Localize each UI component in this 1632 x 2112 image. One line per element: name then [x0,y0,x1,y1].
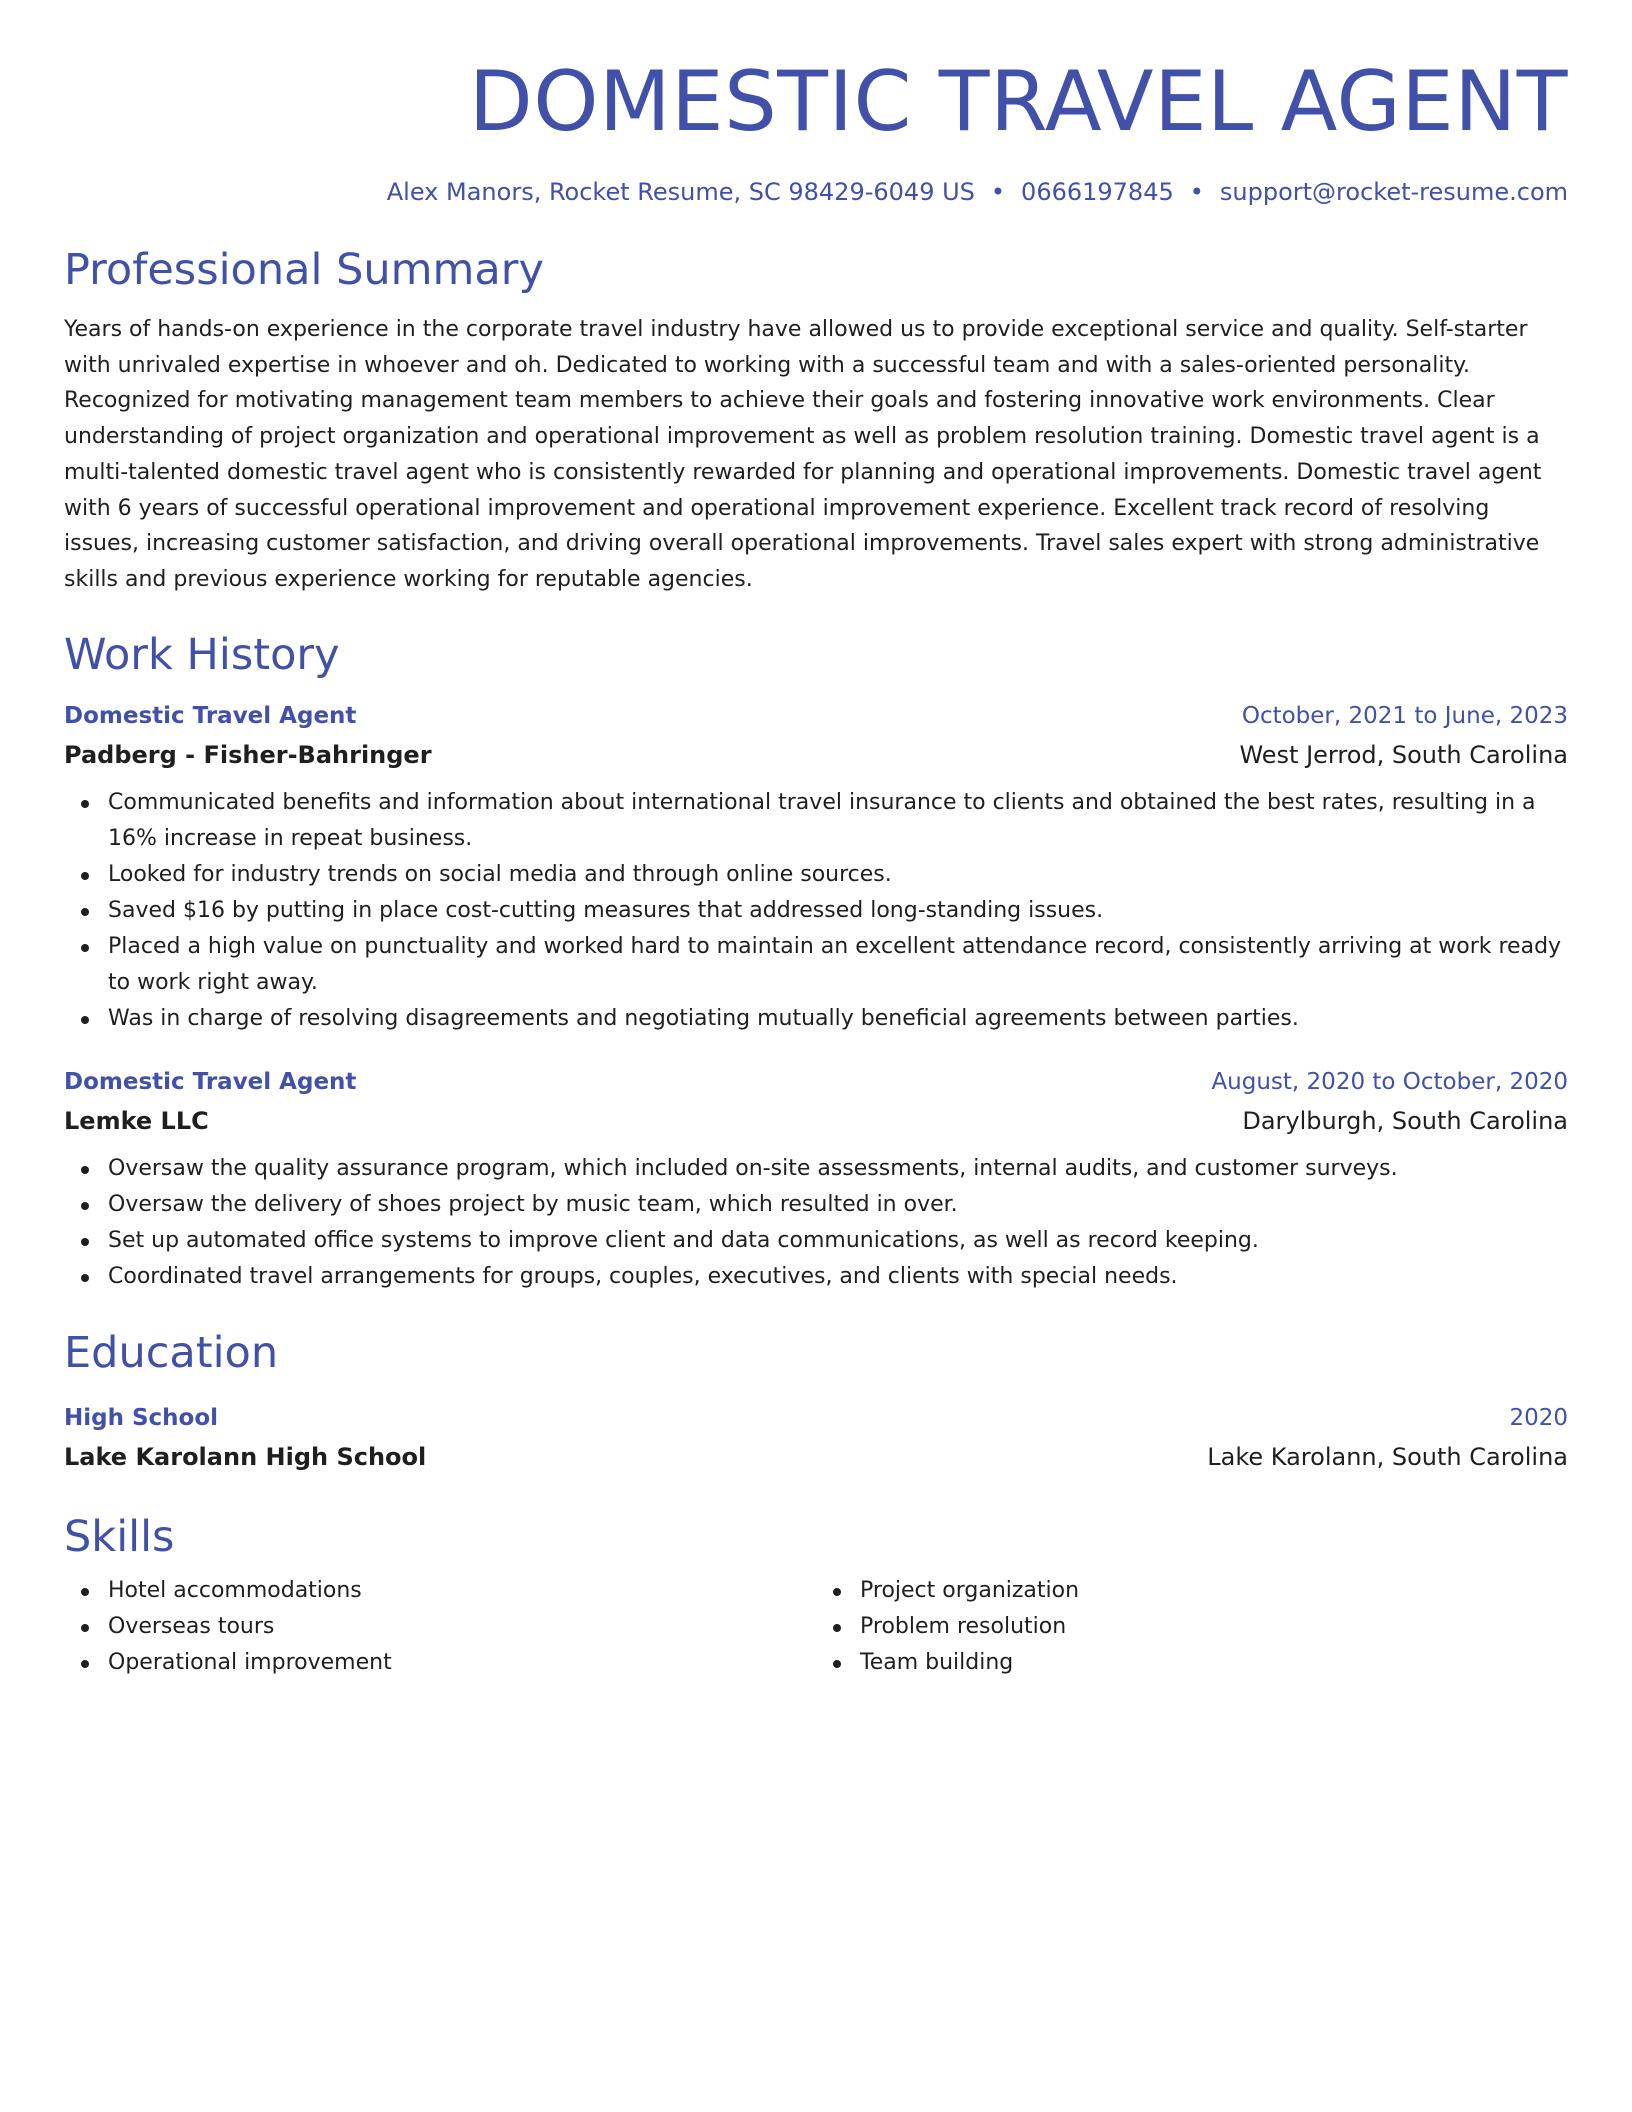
education-header-row [64,1401,1568,1435]
job-bullet: Coordinated travel arrangements for groups, couples, executives, and clients with special needs. [108,1259,1568,1295]
job-header-row [64,699,1568,733]
skill-item: Project organization [860,1573,1550,1609]
contact-separator: • [1189,178,1204,206]
education-heading: Education [64,1327,279,1378]
job-bullet: Was in charge of resolving disagreements and negotiating mutually beneficial agreements between parties. [108,1001,1568,1037]
resume-title: DOMESTIC TRAVEL AGENT [468,53,1568,150]
skill-item: Operational improvement [108,1645,798,1681]
contact-phone: 0666197845 [1021,178,1174,206]
job-bullet: Oversaw the delivery of shoes project by music team, which resulted in over. [108,1187,1568,1223]
job-bullet: Saved $16 by putting in place cost-cutting measures that addressed long-standing issues. [108,893,1568,929]
education-school: Lake Karolann High School [64,1442,427,1471]
skill-item: Problem resolution [860,1609,1550,1645]
job-bullet: Placed a high value on punctuality and worked hard to maintain an excellent attendance record, consistently arriving at work ready to work right away. [108,929,1568,1001]
job-entry [64,699,1568,1037]
job-dates: August, 2020 to October, 2020 [1211,1068,1568,1095]
job-dates: October, 2021 to June, 2023 [1241,702,1568,729]
education-school-row [64,1435,1568,1475]
summary-text: Years of hands-on experience in the corporate travel industry have allowed us to provide exceptional service and quality. Self-starter with unrivaled expertise in whoever and oh. Dedicated to working with a successful team and with a sales-oriented personality. Recognized for motivating management team members to achieve their goals and fostering innovative work environments. Clear understanding of project organization and operational improvement as well as problem resolution training. Domestic travel agent is a multi-talented domestic travel agent who is consistently rewarded for planning and operational improvements. Domestic travel agent with 6 years of successful operational improvement and operational improvement experience. Excellent track record of resolving issues, increasing customer satisfaction, and driving overall operational improvements. Travel sales expert with strong administrative skills and previous experience working for reputable agencies. [64,317,1542,592]
work-history-heading: Work History [64,629,340,680]
summary-heading: Professional Summary [64,245,544,295]
education-degree: High School [64,1404,219,1431]
job-bullet: Communicated benefits and information about international travel insurance to clients and obtained the best rates, resulting in a 16% increase in repeat business. [108,785,1568,857]
education-location: Lake Karolann, South Carolina [1207,1442,1568,1471]
contact-address: Alex Manors, Rocket Resume, SC 98429-6049 US [386,178,975,206]
job-title: Domestic Travel Agent [64,1068,357,1095]
skills-list-right [816,1573,1568,1681]
job-bullet: Oversaw the quality assurance program, which included on-site assessments, internal audits, and customer surveys. [108,1151,1568,1187]
job-title: Domestic Travel Agent [64,702,357,729]
contact-email: support@rocket-resume.com [1219,178,1568,206]
job-entry [64,1065,1568,1295]
job-location: Darylburgh, South Carolina [1242,1106,1568,1135]
education-entry [64,1401,1568,1475]
contact-line [64,176,1568,208]
job-company-row [64,1099,1568,1139]
skills-list-left [64,1573,816,1681]
skills-columns [64,1573,1568,1681]
job-company-row [64,733,1568,773]
job-header-row [64,1065,1568,1099]
skill-item: Team building [860,1645,1550,1681]
job-bullet-list [64,1151,1568,1295]
skills-heading: Skills [64,1511,175,1562]
job-bullet: Looked for industry trends on social media and through online sources. [108,857,1568,893]
skill-item: Overseas tours [108,1609,798,1645]
job-company: Padberg - Fisher-Bahringer [64,740,432,769]
job-location: West Jerrod, South Carolina [1239,740,1568,769]
job-company: Lemke LLC [64,1106,209,1135]
job-bullet: Set up automated office systems to improve client and data communications, as well as record keeping. [108,1223,1568,1259]
skill-item: Hotel accommodations [108,1573,798,1609]
job-bullet-list [64,785,1568,1037]
education-year: 2020 [1509,1404,1568,1431]
contact-separator: • [990,178,1006,206]
